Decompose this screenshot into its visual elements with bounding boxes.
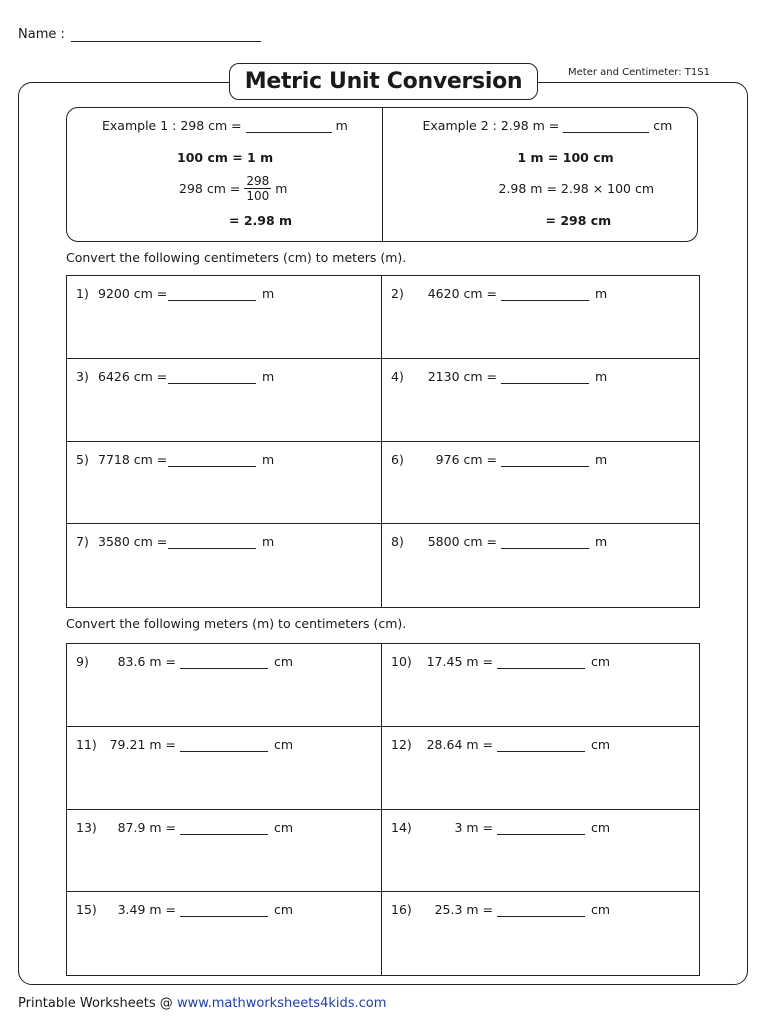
example-2-unit: cm	[653, 118, 673, 133]
section-2-grid	[66, 643, 700, 976]
problem-number: 3)	[76, 368, 89, 384]
problem-value: 3580 cm =	[98, 534, 168, 550]
problem-cell	[382, 359, 699, 442]
problem-value: 3.49 m =	[117, 902, 176, 918]
problem-value: 4620 cm =	[427, 286, 497, 301]
problem-unit: cm	[274, 902, 294, 918]
example-2-prompt-row	[423, 118, 673, 133]
section-2-instruction: Convert the following meters (m) to centimeters (cm).	[66, 616, 407, 631]
example-1	[67, 108, 383, 241]
example-1-prompt: Example 1 : 298 cm =	[102, 118, 242, 133]
answer-blank[interactable]	[501, 537, 589, 549]
problem-unit: m	[262, 451, 275, 467]
problem-number: 1)	[76, 286, 89, 301]
problem-value: 17.45 m =	[426, 654, 493, 669]
answer-blank[interactable]	[497, 905, 585, 917]
problem-number: 6)	[391, 451, 404, 467]
problem-cell	[67, 810, 382, 893]
problem-number: 7)	[76, 534, 89, 550]
problem-unit: cm	[591, 654, 611, 669]
problem-value: 5800 cm =	[427, 534, 497, 550]
answer-blank[interactable]	[180, 905, 268, 917]
example-2-rule: 1 m = 100 cm	[517, 150, 614, 165]
example-1-result: = 2.98 m	[229, 213, 293, 228]
problem-unit: m	[262, 534, 275, 550]
example-2-answer-blank	[563, 121, 649, 133]
fraction-denominator: 100	[246, 189, 270, 203]
problem-cell	[67, 442, 382, 525]
problem-number: 14)	[391, 819, 412, 835]
name-row	[18, 27, 261, 42]
worksheet-code: Meter and Centimeter: T1S1	[568, 67, 710, 78]
answer-blank[interactable]	[497, 740, 585, 752]
problem-unit: cm	[274, 736, 294, 752]
answer-blank[interactable]	[501, 372, 589, 384]
problem-cell	[67, 359, 382, 442]
problem-value: 83.6 m =	[117, 654, 176, 669]
problem-value: 25.3 m =	[434, 902, 493, 918]
problem-number: 4)	[391, 368, 404, 384]
answer-blank[interactable]	[501, 455, 589, 467]
problem-value: 7718 cm =	[98, 451, 168, 467]
answer-blank[interactable]	[168, 372, 256, 384]
problem-cell	[382, 810, 699, 893]
answer-blank[interactable]	[168, 537, 256, 549]
example-1-rule: 100 cm = 1 m	[177, 150, 274, 165]
answer-blank[interactable]	[497, 823, 585, 835]
examples-box	[66, 107, 698, 242]
problem-cell	[67, 644, 382, 727]
problem-number: 10)	[391, 654, 412, 669]
section-1-instruction: Convert the following centimeters (cm) to meters (m).	[66, 250, 407, 265]
example-2-prompt: Example 2 : 2.98 m =	[422, 118, 560, 133]
problem-number: 11)	[76, 736, 97, 752]
example-1-step-lhs: 298 cm =	[179, 181, 241, 196]
problem-unit: m	[595, 534, 608, 550]
problem-unit: m	[595, 451, 608, 467]
problem-value: 28.64 m =	[426, 736, 493, 752]
problem-cell	[382, 644, 699, 727]
problem-value: 79.21 m =	[109, 736, 176, 752]
example-2-result: = 298 cm	[545, 213, 612, 228]
footer	[18, 996, 386, 1011]
problem-value: 976 cm =	[435, 451, 497, 467]
name-field[interactable]	[71, 28, 261, 42]
section-1-grid	[66, 275, 700, 608]
problem-unit: cm	[274, 819, 294, 835]
problem-cell	[382, 727, 699, 810]
problem-number: 8)	[391, 534, 404, 550]
problem-cell	[382, 524, 699, 607]
problem-unit: m	[262, 286, 275, 301]
problem-unit: m	[595, 286, 608, 301]
answer-blank[interactable]	[168, 289, 256, 301]
footer-label: Printable Worksheets @	[18, 996, 173, 1011]
problem-cell	[67, 524, 382, 607]
problem-unit: cm	[591, 819, 611, 835]
answer-blank[interactable]	[168, 455, 256, 467]
example-1-prompt-row	[102, 118, 348, 133]
problem-value: 2130 cm =	[427, 368, 497, 384]
example-1-answer-blank	[246, 121, 332, 133]
answer-blank[interactable]	[180, 823, 268, 835]
problem-number: 16)	[391, 902, 412, 918]
answer-blank[interactable]	[497, 657, 585, 669]
problem-value: 9200 cm =	[98, 286, 168, 301]
problem-unit: m	[595, 368, 608, 384]
problem-unit: cm	[274, 654, 294, 669]
problem-number: 13)	[76, 819, 97, 835]
example-1-step	[179, 174, 287, 203]
problem-cell	[382, 442, 699, 525]
page-title: Metric Unit Conversion	[229, 63, 538, 100]
example-2-step: 2.98 m = 2.98 × 100 cm	[498, 181, 655, 196]
problem-number: 9)	[76, 654, 89, 669]
answer-blank[interactable]	[180, 740, 268, 752]
problem-number: 12)	[391, 736, 412, 752]
example-1-step-unit: m	[275, 181, 288, 196]
answer-blank[interactable]	[501, 289, 589, 301]
problem-unit: cm	[591, 736, 611, 752]
name-label: Name :	[18, 27, 65, 42]
problem-value: 87.9 m =	[117, 819, 176, 835]
example-1-fraction	[244, 174, 271, 203]
fraction-numerator: 298	[246, 174, 270, 188]
problem-number: 15)	[76, 902, 97, 918]
problem-unit: m	[262, 368, 275, 384]
answer-blank[interactable]	[180, 657, 268, 669]
problem-number: 5)	[76, 451, 89, 467]
footer-link[interactable]: www.mathworksheets4kids.com	[176, 996, 387, 1011]
problem-value: 6426 cm =	[98, 368, 168, 384]
problem-cell	[382, 276, 699, 359]
problem-unit: cm	[591, 902, 611, 918]
problem-cell	[67, 276, 382, 359]
problem-number: 2)	[391, 286, 404, 301]
problem-value: 3 m =	[454, 819, 493, 835]
problem-cell	[67, 892, 382, 975]
example-2	[383, 108, 698, 241]
problem-cell	[67, 727, 382, 810]
example-1-unit: m	[335, 118, 348, 133]
problem-cell	[382, 892, 699, 975]
